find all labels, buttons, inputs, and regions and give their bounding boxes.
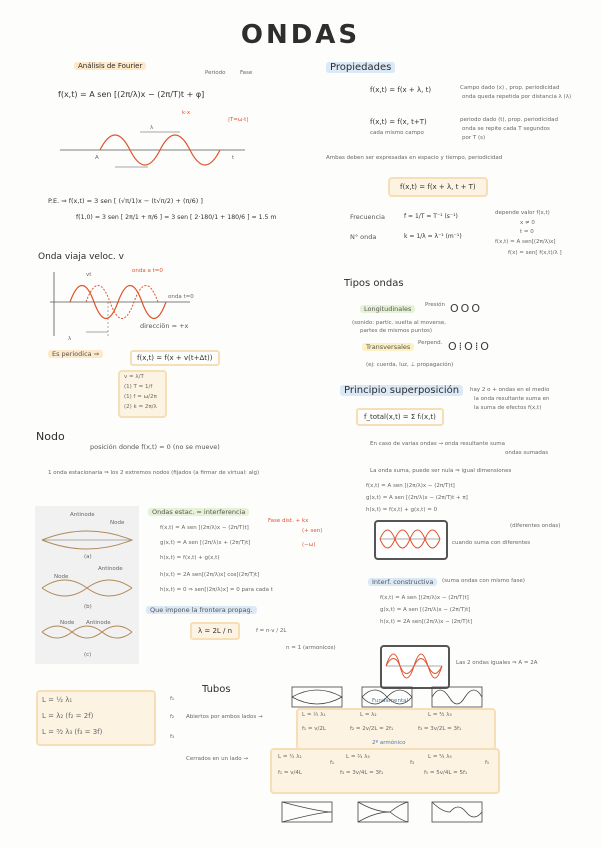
tube-diagrams-bottom [280,798,490,826]
prop2-sub: onda se repite cada T segundos [462,126,550,132]
stationary-eq-1: f(x,t) = A sen [(2π/λ)x − (2π/T)t] [160,525,249,531]
combined-note: Ambas deben ser expresadas en espacio y tiempo, periodicidad [326,155,503,161]
longitudinal-arrow-label: Presión [425,302,445,308]
constructive-eq-1: f(x,t) = A sen [(2π/λ)x − (2π/T)t] [380,595,469,601]
wave-t0-label: onda a t=0 [132,268,163,274]
prop1-sub: onda queda repetida por distancia λ (λ) [462,94,572,100]
length-heading: Que impone la frontera propag. [146,606,257,614]
prop2-sub2: cada mismo campo [370,130,424,136]
tubos-f1: f₁ [170,696,175,702]
prop2-note: periodo dado (t), prop. periodicidad [460,117,558,123]
dependency-1: depende valor f(x,t) [495,210,550,216]
superpos-note-3: la suma de efectos f(x,t) [474,405,542,411]
closed-freq-a: f₁ [330,760,335,766]
open-tube-text: Abiertos por ambos lados → [186,714,263,720]
fig-node-label-c: Node [60,620,75,626]
fig-caption-b: (b) [84,604,92,610]
frequency-equation: f = 1/T = T⁻¹ (s⁻¹) [404,213,458,220]
open-3b: f₃ = 3v/2L = 3f₁ [418,726,462,732]
closed-2b: f₃ = 3v/4L = 3f₁ [340,770,384,776]
prop1-equation: f(x,t) = f(x + λ, t) [370,86,432,94]
prop2-equation: f(x,t) = f(x, t+T) [370,118,427,126]
constructive-plot [386,649,442,683]
t-axis-label: t [232,155,235,161]
closed-1b: f₁ = v/4L [278,770,302,776]
stationary-note-1: Fase dist. + kx [268,518,309,524]
fig-antinode-label-a: Antinode [70,512,95,518]
amplitude-label: A [95,155,99,161]
closed-tube-text: Cerrados en un lado → [186,756,248,762]
open-3a: L = ³⁄₂ λ₃ [428,712,452,718]
superpos-equation: f_total(x,t) = Σ fᵢ(x,t) [356,408,444,426]
pe-line-2: f(1,0) = 3 sen [ 2π/1 + π/6 ] = 3 sen [ 2·180/1 + 180/6 ] = 1.5 m [76,214,277,221]
fig-caption-c: (c) [84,652,92,658]
fourier-heading: Análisis de Fourier [74,62,146,70]
stationary-eq-2: g(x,t) = A sen [(2π/λ)x + (2π/T)t] [160,540,251,546]
dependency-4: f(x,t) = A sen[(2π/λ)x] [495,239,556,245]
constructive-eq-2: g(x,t) = A sen [(2π/λ)x − (2π/T)t] [380,607,471,613]
open-1a: L = ½ λ₁ [302,712,326,718]
constructive-result-note: Las 2 ondas iguales ⇒ A = 2A [456,660,538,666]
superpos-case-text: En caso de varias ondas → onda resultante suma [370,441,506,447]
open-2b: f₂ = 2v/2L = 2f₁ [350,726,394,732]
periodic-label: Es periodica ⇒ [48,350,103,358]
closed-3a: L = ⁵⁄₄ λ₅ [428,754,452,760]
dependency-3: t = 0 [520,229,534,235]
velocity-eq-1: v = λ/T [124,374,144,380]
tubos-f3: f₃ [170,734,175,740]
props-heading: Propiedades [326,62,395,73]
lambda-top-label: λ [150,125,154,131]
out-note: cuando suma con diferentes [452,540,531,546]
stationary-heading: Ondas estac. = interferencia [148,508,249,516]
velocity-eq-3: (1) f = ω/2π [124,394,157,400]
tubos-heading: Tubos [202,684,231,695]
wave-t-label: onda t=0 [168,294,194,300]
closed-freq-b: f₃ [410,760,415,766]
open-2a: L = λ₂ [360,712,377,718]
nodo-definition: posición donde f(x,t) = 0 (no se mueve) [90,443,220,451]
direction-label: direcciön = +x [140,322,189,330]
standing-wave-strings [38,510,136,660]
length-equation: λ = 2L / n [190,622,240,640]
stationary-note-2: (+ sen) [302,528,323,534]
periodo-label: Periodo [205,70,226,76]
wave-number-label: N° onda [350,233,377,241]
fig-node-label-a: Node [110,520,125,526]
types-heading: Tipos ondas [344,278,404,289]
velocity-eq-2: (1) T = 1/f [124,384,153,390]
dependency-2: x ≠ 0 [520,220,535,226]
vt-label: vt [86,272,92,278]
longitudinal-note-1: (sonido: partic. suelta al moverse, [352,320,446,326]
superpos-note-2: la onda resultante suma en [474,396,550,402]
transversal-circles: O⁞O⁞O [448,340,491,353]
constructive-note: (suma ondas con mismo fase) [442,578,525,584]
fig-antinode-label-c: Antinode [86,620,111,626]
frequency-length-equation: f = n·v / 2L [256,628,287,634]
prop1-note: Campo dado (x) , prop. periodicidad [460,85,560,91]
open-tag-1: Fundamental [372,698,408,704]
closed-3b: f₅ = 5v/4L = 5f₁ [424,770,468,776]
closed-2a: L = ¾ λ₃ [346,754,370,760]
constructive-eq-3: h(x,t) = 2A sen[(2π/λ)x − (2π/T)t] [380,619,473,625]
travel-lambda-label: λ [68,336,72,342]
frequency-label: Frecuencia [350,213,385,221]
superpos-note-1: hay 2 o + ondas en el medio [470,387,550,393]
closed-freq-c: f₅ [485,760,490,766]
travel-heading: Onda viaja veloc. v [38,252,124,262]
tubos-l1: L = ½ λ₁ [42,696,73,704]
stationary-eq-5: h(x,t) = 0 ⇒ sen[(2π/λ)x] = 0 para cada t [160,587,273,593]
tubos-f2: f₂ [170,714,175,720]
stationary-eq-3: h(x,t) = f(x,t) + g(x,t) [160,555,220,561]
stationary-note-3: (−ω) [302,542,316,548]
fourier-main-equation: f(x,t) = A sen [(2π/λ)x − (2π/T)t + φ] [58,90,205,99]
travel-wave-diagram [50,272,190,342]
transversal-arrow-label: Perpend. [418,340,443,346]
dependency-5: f(x) = sen[ f(x,t)/λ ] [508,250,562,256]
tubos-l3: L = ³⁄₂ λ₃ (f₃ = 3f) [42,728,103,736]
destructive-eq-1: f(x,t) = A sen [(2π/λ)x − (2π/T)t] [366,483,455,489]
fig-caption-a: (a) [84,554,92,560]
open-tag-2: 2º armónico [372,740,406,746]
longitudinal-circles: OOO [450,302,482,315]
closed-1a: L = ¼ λ₁ [278,754,302,760]
transversal-label: Transversales [362,343,414,351]
destructive-plot [380,524,440,554]
velocity-eq-4: (2) k = 2π/λ [124,404,157,410]
open-1b: f₁ = v/2L [302,726,326,732]
destructive-eq-3: h(x,t) = f(x,t) + g(x,t) = 0 [366,507,438,513]
superpos-heading: Principio superposición [340,385,463,396]
constructive-label: Interf. constructiva [368,578,437,586]
wt-label: |T=ω·t| [228,117,249,123]
kx-label: k·x [182,110,191,116]
longitudinal-label: Longitudinales [360,305,415,313]
nodo-heading: Nodo [36,430,65,443]
length-note: n = 1 (armonicos) [286,645,336,651]
same-freq-note: La onda suma, puede ser nula ⇒ igual dimensiones [370,468,512,474]
fig-antinode-label-b: Antinode [98,566,123,572]
tubos-l2: L = λ₂ (f₂ = 2f) [42,712,94,720]
prop2-sub3: por T (s) [462,135,486,141]
fig-node-label-b: Node [54,574,69,580]
combined-equation: f(x,t) = f(x + λ, t + T) [388,177,488,197]
page-title: ONDAS [240,20,361,50]
longitudinal-note-2: partes de mismos puntos) [360,328,432,334]
transversal-note: (ej: cuerda, luz, ⊥ propagación) [366,362,454,368]
superpos-case-text-2: ondas sumadas [505,450,549,456]
destructive-eq-2: g(x,t) = A sen [(2π/λ)x − (2π/T)t + π] [366,495,468,501]
tube-diagrams-top [290,685,490,709]
pe-line-1: P.E. ⇒ f(x,t) = 3 sen [ (√π/1)x − (t√π/2) + (π/6) ] [48,197,203,205]
wave-number-equation: k = 1/λ = λ⁻¹ (m⁻¹) [404,233,462,240]
amplitude-note: (diferentes ondas) [510,523,561,529]
periodic-equation: f(x,t) = f(x + v(t+Δt)) [130,350,220,366]
nodo-boundary-note: 1 onda estacionaria ⇒ los 2 extremos nodos (fijados (a firmar de virtual: alg) [48,470,260,476]
stationary-eq-4: h(x,t) = 2A sen[(2π/λ)x] cos[(2π/T)t] [160,572,260,578]
fase-label: Fase [240,70,253,76]
